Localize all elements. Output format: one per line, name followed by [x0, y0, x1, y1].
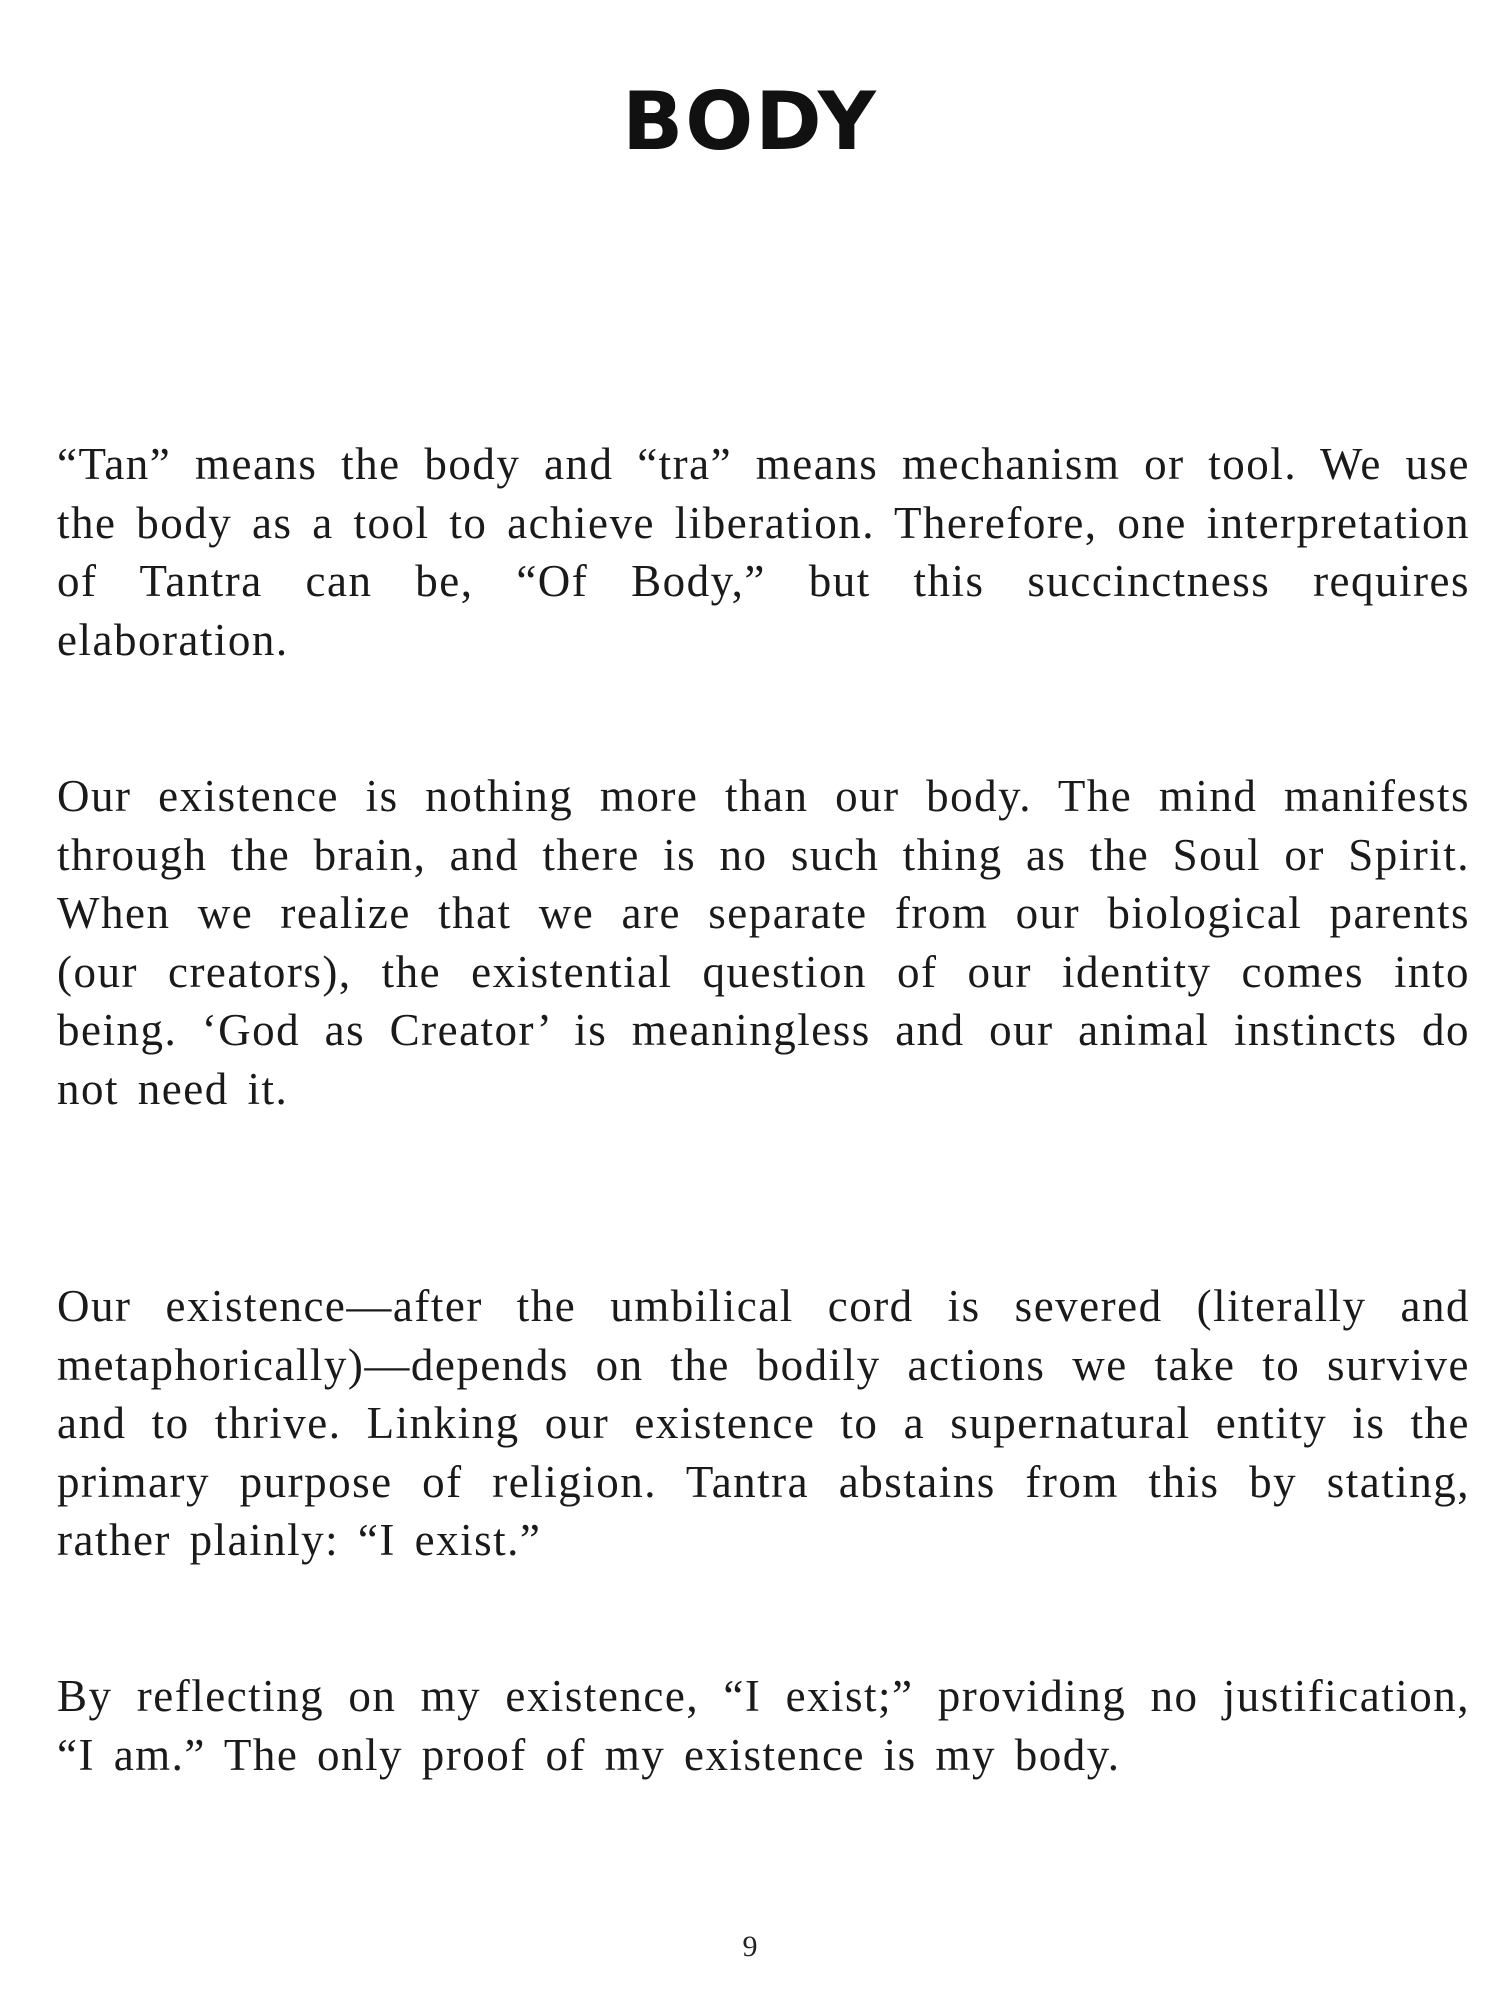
- paragraph-tantra-meaning: “Tan” means the body and “tra” means mechanism or tool. We use the body as a tool to achieve liberation. Therefore, one interpretation of Tantra can be, “Of Body,” but this succinctness requires elaboration.: [57, 439, 1470, 665]
- chapter-title: BODY: [622, 75, 878, 168]
- paragraph-umbilical-cord: Our existence—after the umbilical cord is severed (literally and metaphorically)—depends on the bodily actions we take to survive and to thrive. Linking our existence to a supernatural entity is the primary purpose of religion. Tantra abstains from this by stating, rather plainly: “I exist.”: [57, 1281, 1470, 1565]
- page-number: 9: [742, 1930, 758, 1963]
- paragraph-i-exist: By reflecting on my existence, “I exist;” providing no justification, “I am.” The only proof of my existence is my body.: [57, 1671, 1470, 1780]
- paragraph-existence-body: Our existence is nothing more than our body. The mind manifests through the brain, and there is no such thing as the Soul or Spirit. When we realize that we are separate from our biological parents (our creators), the existential question of our identity comes into being. ‘God as Creator’ is meaningless and our animal instincts do not need it.: [57, 771, 1470, 1114]
